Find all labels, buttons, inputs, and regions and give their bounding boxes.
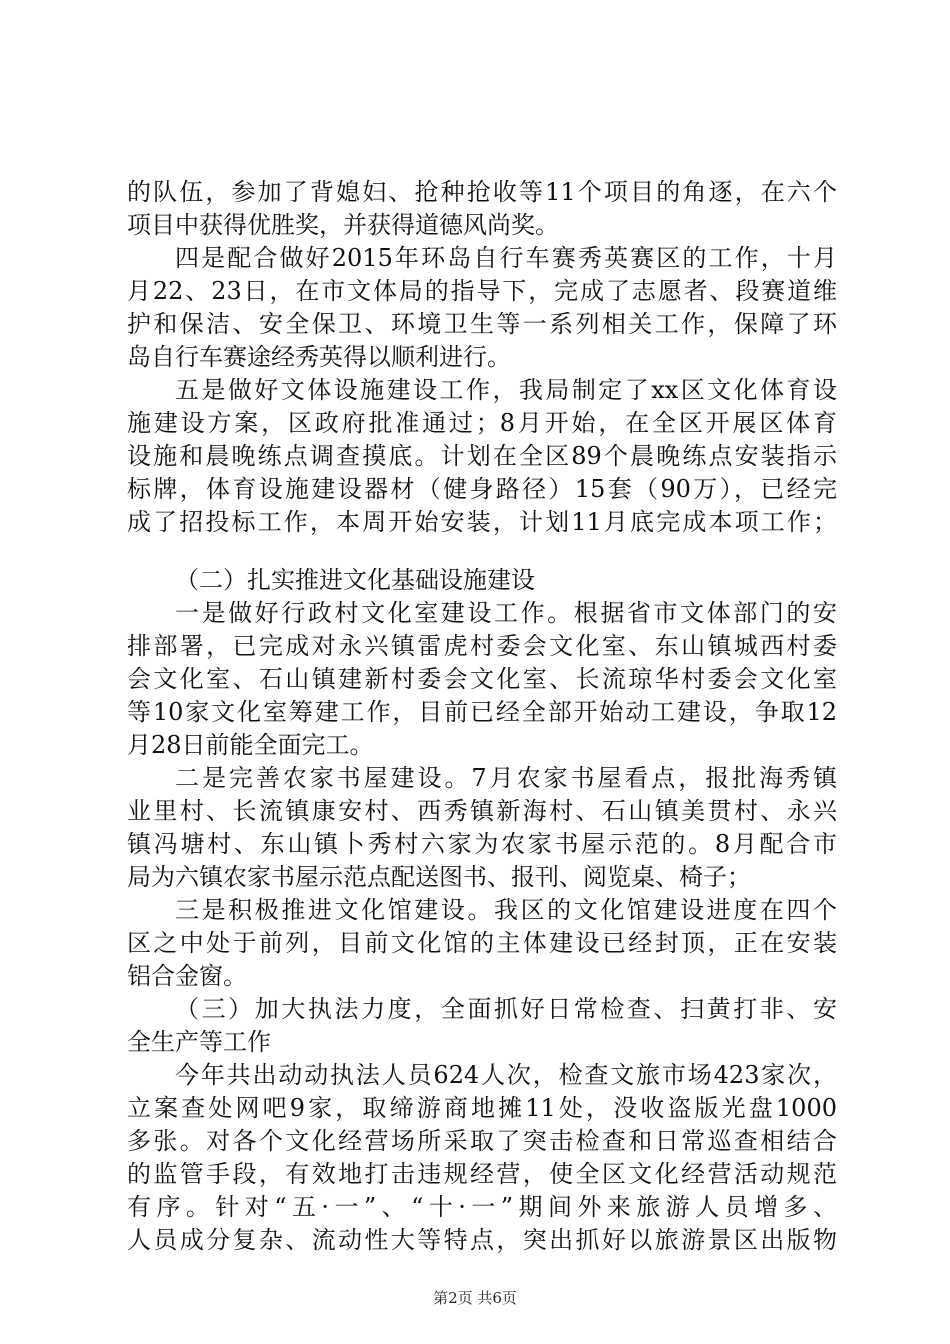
text-line: 五是做好文体设施建设工作，我局制定了xx区文化体育设	[175, 376, 837, 404]
text-line: 人员成分复杂、流动性大等特点，突出抓好以旅游景区出版物	[127, 1226, 837, 1254]
text-line: 护和保洁、安全保卫、环境卫生等一系列相关工作，保障了环	[127, 310, 837, 338]
text-line: 一是做好行政村文化室建设工作。根据省市文体部门的安	[175, 599, 837, 627]
text-line: 二是完善农家书屋建设。7月农家书屋看点，报批海秀镇	[175, 764, 837, 792]
text-line: 四是配合做好2015年环岛自行车赛秀英赛区的工作，十月	[175, 244, 837, 272]
text-line: 的监管手段，有效地打击违规经营，使全区文化经营活动规范	[127, 1160, 837, 1188]
section-heading: 全生产等工作	[127, 1028, 271, 1056]
text-line: 今年共出动动执法人员624人次，检查文旅市场423家次，	[175, 1061, 837, 1089]
text-line: 排部署，已完成对永兴镇雷虎村委会文化室、东山镇城西村委	[127, 632, 837, 660]
text-line: 标牌，体育设施建设器材（健身路径）15套（90万），已经完	[127, 475, 837, 503]
text-line: 镇冯塘村、东山镇卜秀村六家为农家书屋示范的。8月配合市	[127, 830, 837, 858]
text-line: 等10家文化室筹建工作，目前已经全部开始动工建设，争取12	[127, 698, 837, 726]
text-line: 月28日前能全面完工。	[127, 731, 374, 759]
page-footer: 第2页 共6页	[433, 1289, 517, 1307]
section-heading: （二）扎实推进文化基础设施建设	[175, 566, 535, 594]
text-line: 岛自行车赛途经秀英得以顺利进行。	[127, 343, 511, 371]
text-line: 成了招投标工作，本周开始安装，计划11月底完成本项工作；	[127, 508, 837, 536]
text-line: 项目中获得优胜奖，并获得道德风尚奖。	[127, 211, 559, 239]
text-line: 施建设方案，区政府批准通过；8月开始，在全区开展区体育	[127, 409, 837, 437]
text-line: 三是积极推进文化馆建设。我区的文化馆建设进度在四个	[175, 896, 837, 924]
text-line: 铝合金窗。	[127, 962, 247, 990]
text-line: 会文化室、石山镇建新村委会文化室、长流琼华村委会文化室	[127, 665, 837, 693]
text-line: 业里村、长流镇康安村、西秀镇新海村、石山镇美贯村、永兴	[127, 797, 837, 825]
text-line: 区之中处于前列，目前文化馆的主体建设已经封顶，正在安装	[127, 929, 837, 957]
text-line: 有序。针对“五·一”、“十·一”期间外来旅游人员增多、	[127, 1193, 837, 1221]
text-line: 立案查处网吧9家，取缔游商地摊11处，没收盗版光盘1000	[127, 1094, 837, 1122]
text-line: 月22、23日，在市文体局的指导下，完成了志愿者、段赛道维	[127, 277, 837, 305]
text-line: 的队伍，参加了背媳妇、抢种抢收等11个项目的角逐，在六个	[127, 178, 837, 206]
text-line: 设施和晨晚练点调查摸底。计划在全区89个晨晚练点安装指示	[127, 442, 837, 470]
text-line: 多张。对各个文化经营场所采取了突击检查和日常巡查相结合	[127, 1127, 837, 1155]
section-heading: （三）加大执法力度，全面抓好日常检查、扫黄打非、安	[175, 995, 837, 1023]
text-line: 局为六镇农家书屋示范点配送图书、报刊、阅览桌、椅子；	[127, 863, 751, 891]
